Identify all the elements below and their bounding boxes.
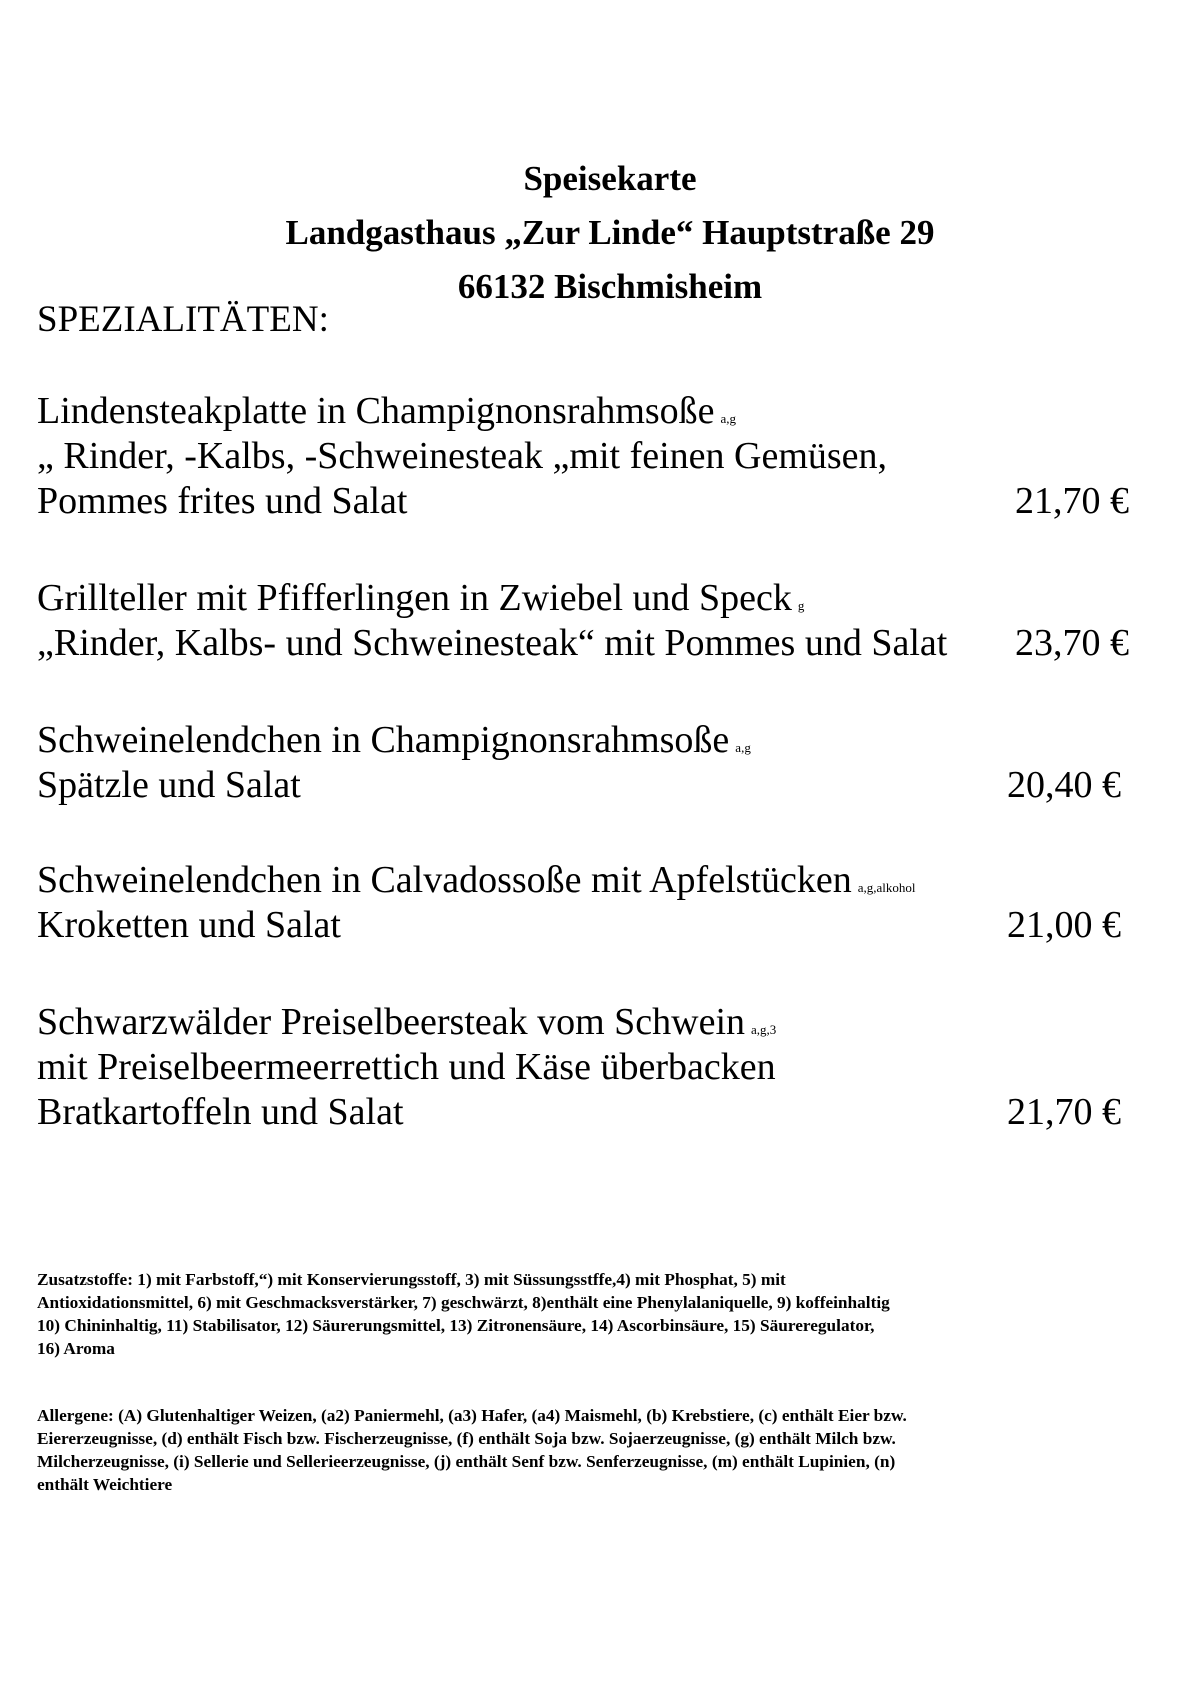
item-description: mit Preiselbeermeerrettich und Käse überbacken (37, 1046, 776, 1088)
item-name-line (37, 718, 1137, 763)
footnote-line: 16) Aroma (37, 1339, 115, 1358)
restaurant-city: 66132 Bischmisheim (457, 267, 763, 306)
footnote-line: Zusatzstoffe: 1) mit Farbstoff,“) mit Konservierungsstoff, 3) mit Süssungsstffe,4) mit Phosphat, 5) mit (37, 1270, 786, 1289)
item-price: 21,00 € (1007, 904, 1121, 946)
allergen-codes: a,g,3 (751, 1022, 777, 1037)
page-title: Speisekarte (523, 159, 697, 198)
item-name-line (37, 389, 1137, 434)
allergen-codes: a,g (720, 411, 737, 426)
allergens-footnote (37, 1404, 1157, 1496)
item-description: Pommes frites und Salat (37, 480, 408, 522)
footnote-line: Eiererzeugnisse, (d) enthält Fisch bzw. Fischerzeugnisse, (f) enthält Soja bzw. Sojaerzeugnisse, (g) enthält Milch bzw. (37, 1429, 896, 1448)
item-price: 23,70 € (1015, 622, 1129, 664)
menu-item (37, 1000, 1137, 1135)
footnote-line: Antioxidationsmittel, 6) mit Geschmacksverstärker, 7) geschwärzt, 8)enthält eine Phenylalaniquelle, 9) koffeinhaltig (37, 1293, 890, 1312)
footnote-line: enthält Weichtiere (37, 1475, 173, 1494)
footnote-line: 10) Chininhaltig, 11) Stabilisator, 12) Säurerungsmittel, 13) Zitronensäure, 14) Ascorbinsäure, 15) Säureregulator, (37, 1316, 875, 1335)
menu-item (37, 576, 1137, 666)
allergen-codes: a,g (735, 740, 751, 755)
footnote-line: Allergene: (A) Glutenhaltiger Weizen, (a2) Paniermehl, (a3) Hafer, (a4) Maismehl, (b) Krebstiere, (c) enthält Eier bzw. (37, 1406, 907, 1425)
item-name-line (37, 576, 1137, 621)
item-name: Lindensteakplatte in Champignonsrahmsoße (37, 390, 715, 432)
menu-item (37, 858, 1137, 948)
item-name-line (37, 1000, 1137, 1045)
additives-footnote (37, 1268, 1157, 1360)
item-description: Spätzle und Salat (37, 764, 301, 806)
item-name-line (37, 858, 1137, 903)
footnote-line: Milcherzeugnisse, (i) Sellerie und Sellerieerzeugnisse, (j) enthält Senf bzw. Senferzeugnisse, (m) enthält Lupinien, (n) (37, 1452, 896, 1471)
allergen-codes: a,g,alkohol (857, 880, 916, 895)
allergen-codes: g (797, 598, 805, 613)
item-price: 21,70 € (1007, 1091, 1121, 1133)
item-description: Bratkartoffeln und Salat (37, 1091, 404, 1133)
item-description: „Rinder, Kalbs- und Schweinesteak“ mit Pommes und Salat (37, 622, 948, 664)
item-description: „ Rinder, -Kalbs, -Schweinesteak „mit feinen Gemüsen, (37, 435, 888, 477)
item-description-line (37, 621, 1137, 666)
item-description-line (37, 1090, 1137, 1135)
item-price: 21,70 € (1015, 480, 1129, 522)
menu-item (37, 718, 1137, 808)
item-name: Schweinelendchen in Calvadossoße mit Apfelstücken (37, 859, 852, 901)
item-price: 20,40 € (1007, 764, 1121, 806)
section-title: SPEZIALITÄTEN: (37, 299, 329, 340)
item-description: Kroketten und Salat (37, 904, 341, 946)
item-description-line (37, 434, 1137, 479)
restaurant-address: Landgasthaus „Zur Linde“ Hauptstraße 29 (285, 213, 935, 252)
item-name: Schweinelendchen in Champignonsrahmsoße (37, 719, 730, 761)
item-name: Grillteller mit Pfifferlingen in Zwiebel und Speck (37, 577, 792, 619)
item-description-line (37, 903, 1137, 948)
menu-item (37, 389, 1137, 524)
menu-header (0, 152, 1190, 314)
item-description-line (37, 479, 1137, 524)
item-description-line (37, 763, 1137, 808)
item-name: Schwarzwälder Preiselbeersteak vom Schwein (37, 1001, 746, 1043)
item-description-line (37, 1045, 1137, 1090)
